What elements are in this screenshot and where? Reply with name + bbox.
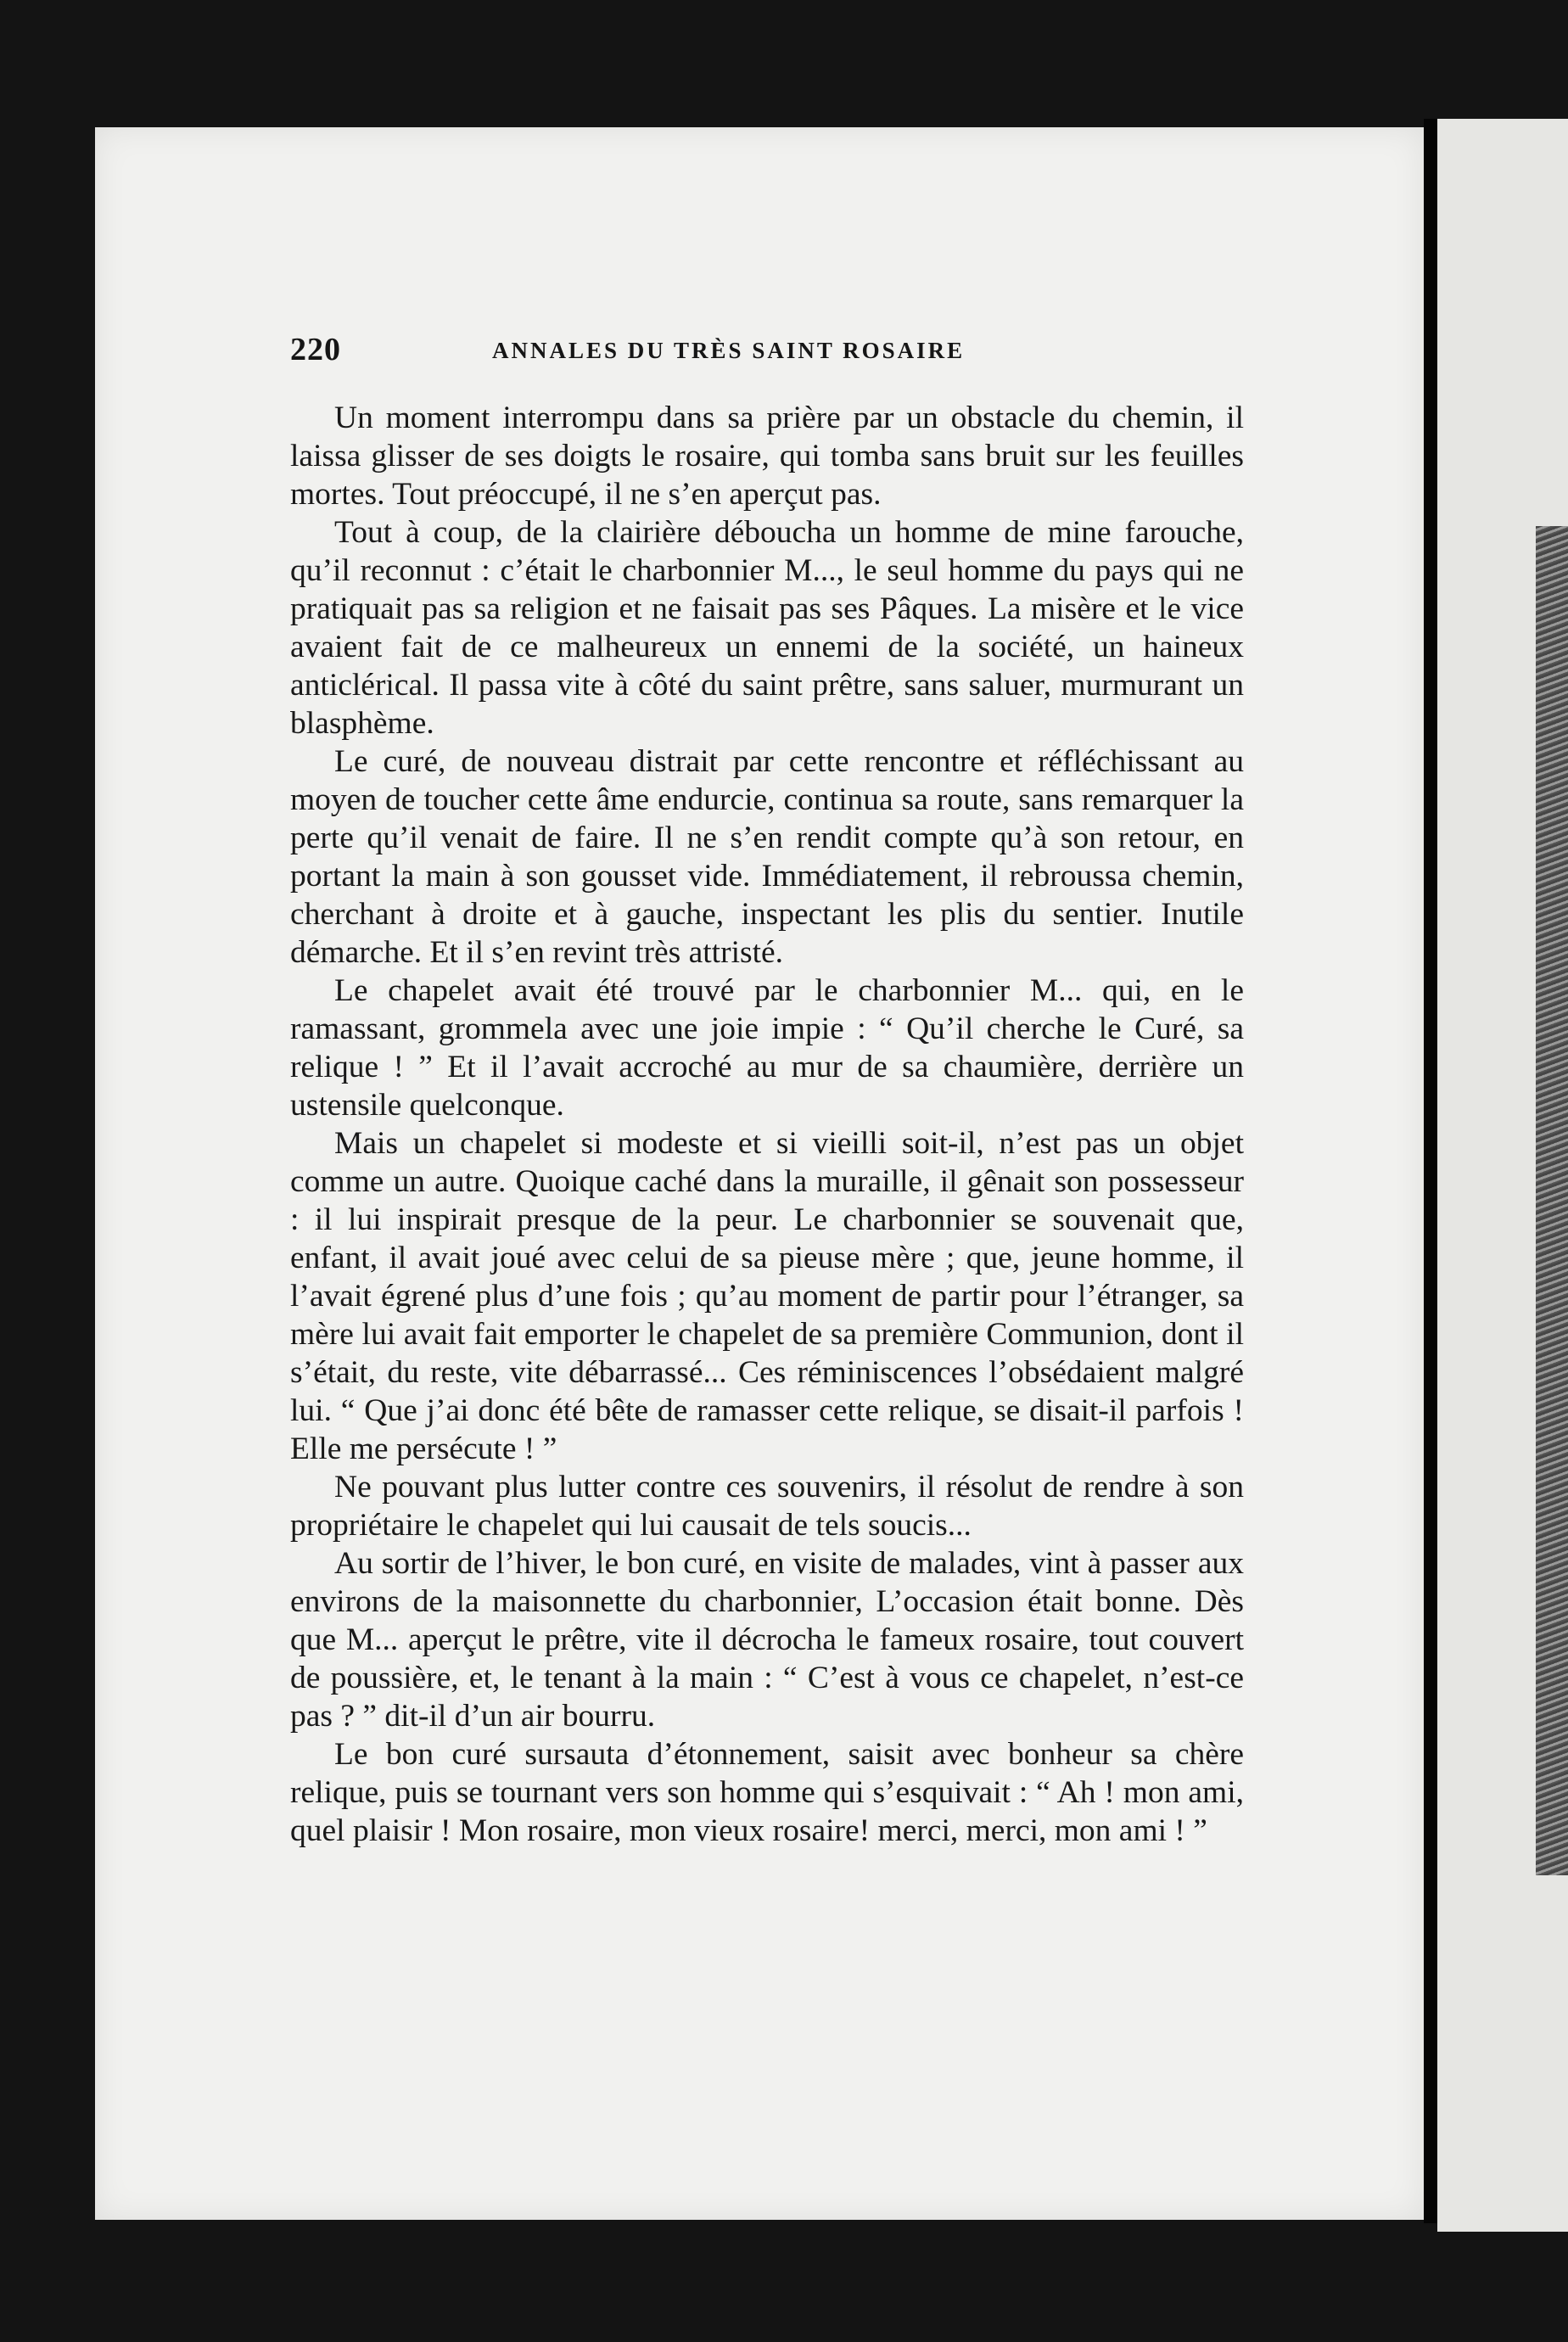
running-head xyxy=(290,331,1139,378)
page-number: 220 xyxy=(290,332,341,367)
paragraph-5: Mais un chapelet si modeste et si vieilli soit-il, n’est pas un objet comme un autre. Quoique caché dans la muraille, il gênait son possesseur : il lui inspirait presque de la peur. Le charbonnier se souvenait que, enfant, il avait joué avec celui de sa pieuse mère ; que, jeune homme, il l’avait égrené plus d’une fois ; qu’au moment de partir pour l’étranger, sa mère lui avait fait emporter le chapelet de sa première Communion, dont il s’était, du reste, vite débarrassé... Ces réminiscences l’obsédaient malgré lui. “ Que j’ai donc été bête de ramasser cette relique, se disait-il parfois ! Elle me persécute ! ” xyxy=(290,1126,1244,1466)
paragraph-4: Le chapelet avait été trouvé par le charbonnier M... qui, en le ramassant, grommela avec une joie impie : “ Qu’il cherche le Curé, sa relique ! ” Et il l’avait accroché au mur de sa chaumière, derrière un ustensile quelconque. xyxy=(290,973,1244,1123)
paragraph-3: Le curé, de nouveau distrait par cette rencontre et réfléchissant au moyen de toucher cette âme endurcie, continua sa route, sans remarquer la perte qu’il venait de faire. Il ne s’en rendit compte qu’à son retour, en portant la main à son gousset vide. Immédiatement, il rebroussa chemin, cherchant à droite et à gauche, inspectant les plis du sentier. Inutile démarche. Et il s’en revint très attristé. xyxy=(290,744,1244,970)
paragraph-7: Au sortir de l’hiver, le bon curé, en visite de malades, vint à passer aux environs de la maisonnette du charbonnier, L’occasion était bonne. Dès que M... aperçut le prêtre, vite il décrocha le fameux rosaire, tout couvert de poussière, et, le tenant à la main : “ C’est à vous ce chapelet, n’est-ce pas ? ” dit-il d’un air bourru. xyxy=(290,1546,1244,1734)
body-text xyxy=(290,399,1244,1850)
facing-page-engraving xyxy=(1536,526,1568,1875)
paragraph-2: Tout à coup, de la clairière déboucha un homme de mine farouche, qu’il reconnut : c’était le charbonnier M..., le seul homme du pays qui ne pratiquait pas sa religion et ne faisait pas ses Pâques. La misère et le vice avaient fait de ce malheureux un ennemi de la société, un haineux anticlérical. Il passa vite à côté du saint prêtre, sans saluer, murmurant un blasphème. xyxy=(290,515,1244,741)
paragraph-6: Ne pouvant plus lutter contre ces souvenirs, il résolut de rendre à son propriétaire le chapelet qui lui causait de tels soucis... xyxy=(290,1470,1244,1543)
paragraph-8: Le bon curé sursauta d’étonnement, saisit avec bonheur sa chère relique, puis se tournant vers son homme qui s’esquivait : “ Ah ! mon ami, quel plaisir ! Mon rosaire, mon vieux rosaire! merci, merci, mon ami ! ” xyxy=(290,1737,1244,1848)
book-gutter xyxy=(1424,119,1437,2223)
paragraph-1: Un moment interrompu dans sa prière par un obstacle du chemin, il laissa glisser de ses doigts le rosaire, qui tomba sans bruit sur les feuilles mortes. Tout préoccupé, il ne s’en aperçut pas. xyxy=(290,401,1244,512)
running-title: ANNALES DU TRÈS SAINT ROSAIRE xyxy=(492,338,966,363)
